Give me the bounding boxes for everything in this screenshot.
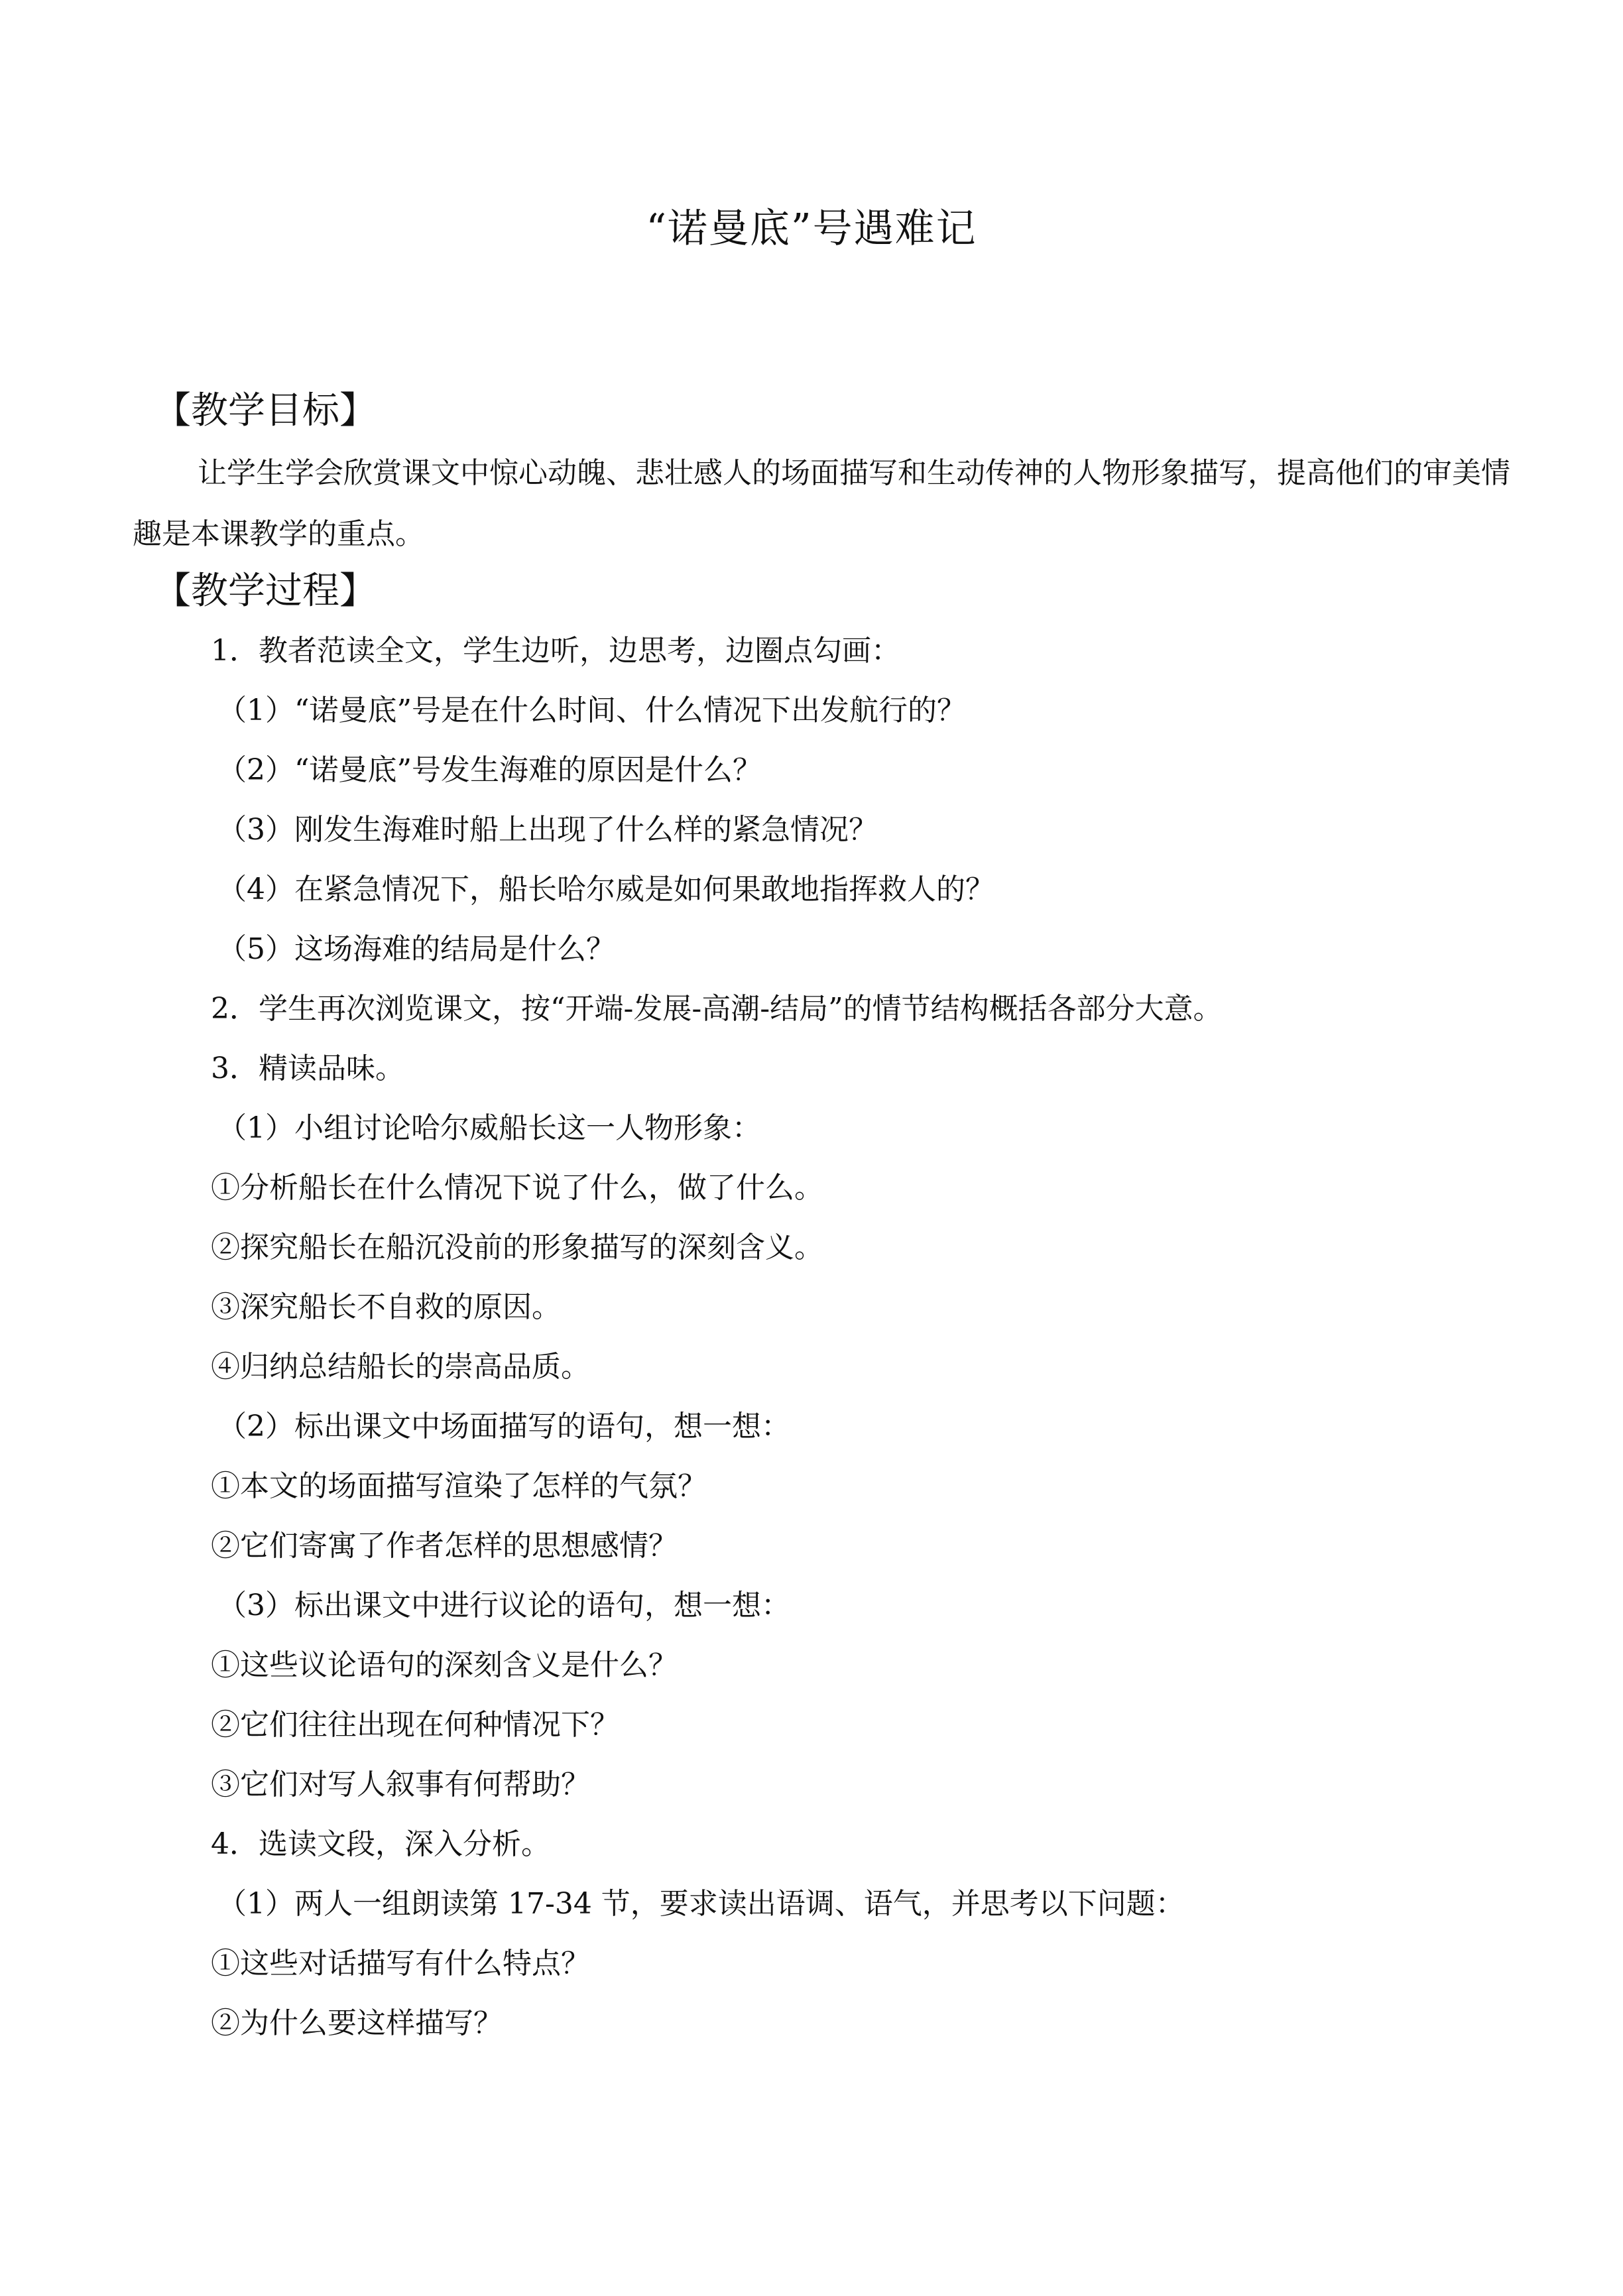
- document-title: “诺曼底”号遇难记: [646, 206, 977, 252]
- step-3-item-2: （2）标出课文中场面描写的语句，想一想：: [217, 1410, 790, 1443]
- teaching-process-heading: 【教学过程】: [154, 570, 377, 613]
- step-3-item-1-point-3: ③深究船长不自救的原因。: [211, 1290, 561, 1324]
- step-1-question-2: （2）“诺曼底”号发生海难的原因是什么？: [217, 753, 762, 787]
- step-3-item-2-point-1: ①本文的场面描写渲染了怎样的气氛？: [211, 1469, 707, 1503]
- step-3-item-1: （1）小组讨论哈尔威船长这一人物形象：: [217, 1111, 761, 1145]
- step-3-item-2-point-2: ②它们寄寓了作者怎样的思想感情？: [211, 1529, 678, 1563]
- step-3-item-1-point-2: ②探究船长在船沉没前的形象描写的深刻含义。: [211, 1231, 823, 1264]
- process-step-1: 1．教者范读全文，学生边听，边思考，边圈点勾画：: [211, 634, 900, 668]
- step-4-item-1: （1）两人一组朗读第 17-34 节，要求读出语调、语气，并思考以下问题：: [217, 1887, 1185, 1921]
- step-1-question-5: （5）这场海难的结局是什么？: [217, 932, 615, 966]
- step-3-item-3-point-2: ②它们往往出现在何种情况下？: [211, 1708, 619, 1742]
- step-3-item-1-point-1: ①分析船长在什么情况下说了什么，做了什么。: [211, 1171, 823, 1205]
- step-3-item-3-point-3: ③它们对写人叙事有何帮助？: [211, 1768, 590, 1801]
- step-3-item-3: （3）标出课文中进行议论的语句，想一想：: [217, 1589, 790, 1622]
- step-1-question-4: （4）在紧急情况下，船长哈尔威是如何果敢地指挥救人的？: [217, 873, 994, 906]
- process-step-4: 4．选读文段，深入分析。: [211, 1827, 550, 1861]
- process-step-3: 3．精读品味。: [211, 1052, 404, 1085]
- teaching-goals-heading: 【教学目标】: [154, 389, 377, 432]
- step-3-item-3-point-1: ①这些议论语句的深刻含义是什么？: [211, 1648, 678, 1682]
- step-3-item-1-point-4: ④归纳总结船长的崇高品质。: [211, 1350, 590, 1384]
- step-1-question-1: （1）“诺曼底”号是在什么时间、什么情况下出发航行的？: [217, 694, 966, 727]
- process-step-2: 2．学生再次浏览课文，按“开端-发展-高潮-结局”的情节结构概括各部分大意。: [211, 992, 1223, 1026]
- step-1-question-3: （3）刚发生海难时船上出现了什么样的紧急情况？: [217, 813, 878, 847]
- step-4-item-1-point-2: ②为什么要这样描写？: [211, 2006, 503, 2040]
- step-4-item-1-point-1: ①这些对话描写有什么特点？: [211, 1947, 590, 1980]
- teaching-goals-paragraph: 让学生学会欣赏课文中惊心动魄、悲壮感人的场面描写和生动传神的人物形象描写，提高他们的审美情趣是本课教学的重点。: [133, 456, 1510, 551]
